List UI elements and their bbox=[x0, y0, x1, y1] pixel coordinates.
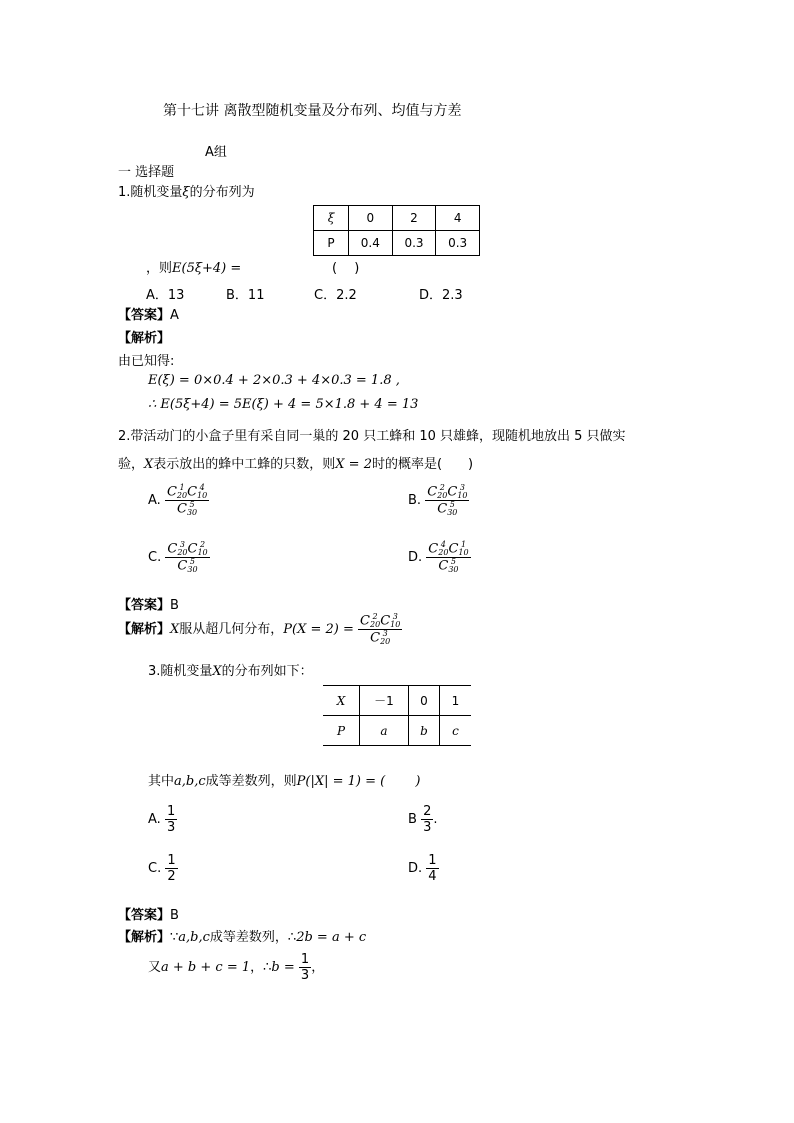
group-heading: A组 bbox=[205, 145, 227, 160]
fraction: $\frac{1}{4}$ bbox=[428, 853, 437, 884]
page-title: 第十七讲 离散型随机变量及分布列、均值与方差 bbox=[163, 103, 462, 119]
table-row bbox=[314, 231, 480, 256]
table-cell: b bbox=[409, 716, 440, 746]
table-row bbox=[314, 206, 480, 231]
table-cell: 0.3 bbox=[436, 231, 480, 256]
q2-option-c: C. C 3 20 C 2 10 C 5 30 bbox=[148, 540, 208, 574]
q1-option-d: D．2.3 bbox=[419, 288, 463, 303]
q1-ask: ，则E(5ξ+4) = bbox=[146, 261, 242, 276]
q3-analysis-line1: 【解析】∵a,b,c成等差数列，∴2b = a + c bbox=[118, 930, 367, 945]
q3-option-c: C. $\frac{1}{2}$ bbox=[148, 853, 176, 884]
q1-option-c: C．2.2 bbox=[314, 288, 357, 303]
q3-option-a: A. $\frac{1}{3}$ bbox=[148, 804, 176, 835]
q1-paren: ( ) bbox=[332, 261, 360, 276]
q1-option-a: A．13 bbox=[146, 288, 185, 303]
q1-stem: 1.随机变量ξ的分布列为 bbox=[118, 185, 255, 200]
fraction: $\frac{1}{3}$ bbox=[166, 804, 176, 835]
fraction: C 2 20 C 3 10 C 3 20 bbox=[360, 612, 401, 646]
table-cell: P bbox=[314, 231, 349, 256]
fraction: C 3 20 C 2 10 C 5 30 bbox=[167, 540, 208, 574]
q3-option-b: B $\frac{2}{3}$ . bbox=[408, 804, 438, 835]
q1-distribution-table bbox=[313, 205, 480, 256]
q2-line2: 验，X表示放出的蜂中工蜂的只数，则X = 2时的概率是( ) bbox=[118, 457, 474, 472]
table-cell: 1 bbox=[440, 686, 472, 716]
q2-option-b: B. C 2 20 C 3 10 C 5 30 bbox=[408, 483, 468, 517]
q2-line1: 2.带活动门的小盒子里有采自同一巢的 20 只工蜂和 10 只雄蜂，现随机地放出 5 只做实 bbox=[118, 429, 626, 444]
fraction: C 2 20 C 3 10 C 5 30 bbox=[427, 483, 468, 517]
q2-answer: 【答案】B bbox=[118, 598, 179, 613]
q3-option-d: D. $\frac{1}{4}$ bbox=[408, 853, 437, 884]
table-cell: 0.4 bbox=[349, 231, 393, 256]
table-cell: －1 bbox=[360, 686, 409, 716]
q3-condition: 其中a,b,c成等差数列，则P(|X| = 1) = ( ) bbox=[148, 774, 421, 789]
table-cell: 0 bbox=[349, 206, 393, 231]
fraction: $\frac{1}{2}$ bbox=[167, 853, 176, 884]
fraction: $\frac{2}{3}$ bbox=[423, 804, 432, 835]
q2-analysis: 【解析】X服从超几何分布，P(X = 2) = C 2 20 C 3 10 C 3 20 bbox=[118, 612, 401, 646]
table-cell: c bbox=[440, 716, 472, 746]
q3-answer: 【答案】B bbox=[118, 908, 179, 923]
table-row bbox=[323, 686, 471, 716]
q2-option-a: A. C 1 20 C 4 10 C 5 30 bbox=[148, 483, 208, 517]
table-cell: ξ bbox=[314, 206, 349, 231]
table-cell: 0 bbox=[409, 686, 440, 716]
q2-option-d: D. C 4 20 C 1 10 C 5 30 bbox=[408, 540, 469, 574]
fraction: C 1 20 C 4 10 C 5 30 bbox=[166, 483, 208, 517]
q1-step1: E(ξ) = 0×0.4 + 2×0.3 + 4×0.3 = 1.8 , bbox=[148, 373, 400, 388]
table-row bbox=[323, 716, 471, 746]
table-cell: 0.3 bbox=[392, 231, 436, 256]
fraction: C 4 20 C 1 10 C 5 30 bbox=[428, 540, 469, 574]
q1-known: 由已知得: bbox=[118, 354, 175, 369]
q1-step2: ∴ E(5ξ+4) = 5E(ξ) + 4 = 5×1.8 + 4 = 13 bbox=[148, 397, 419, 412]
q1-answer: 【答案】A bbox=[118, 308, 179, 323]
table-cell: P bbox=[323, 716, 360, 746]
q3-distribution-table bbox=[323, 685, 471, 746]
table-cell: a bbox=[360, 716, 409, 746]
q3-analysis-line2: 又a + b + c = 1，∴b = $\frac{1}{3}$ ， bbox=[148, 952, 325, 983]
q1-analysis-label: 【解析】 bbox=[118, 331, 171, 346]
table-cell: 2 bbox=[392, 206, 436, 231]
q3-stem: 3.随机变量X的分布列如下： bbox=[148, 664, 313, 679]
table-cell: X bbox=[323, 686, 360, 716]
section-heading: 一 选择题 bbox=[118, 165, 175, 180]
fraction: $\frac{1}{3}$ bbox=[300, 952, 310, 983]
q1-option-b: B．11 bbox=[226, 288, 265, 303]
table-cell: 4 bbox=[436, 206, 480, 231]
